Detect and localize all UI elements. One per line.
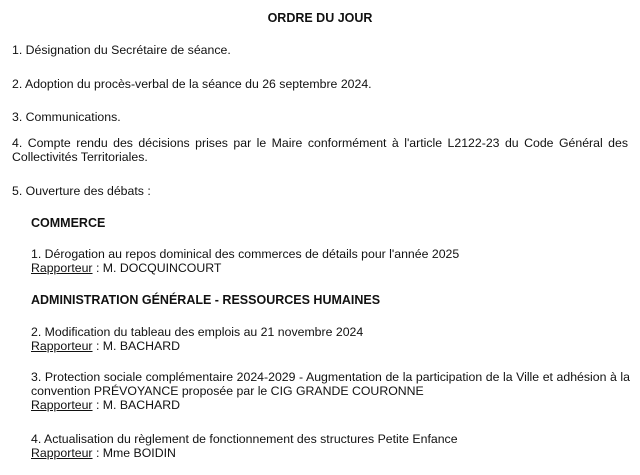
- rapporteur-separator: :: [92, 446, 103, 460]
- agenda-item-3: 3. Communications.: [12, 110, 121, 124]
- subitem-text: 3. Protection sociale complémentaire 2024-2029 - Augmentation de la participation de la Ville et adhésion à la convention PRÉVOYANCE proposée par le CIG GRANDE COURONNE: [31, 370, 630, 398]
- agenda-subitem: [31, 370, 630, 412]
- subitem-text: 2. Modification du tableau des emplois au 21 novembre 2024: [31, 325, 364, 339]
- subitem-text: 4. Actualisation du règlement de fonctionnement des structures Petite Enfance: [31, 432, 458, 446]
- agenda-subitem: [31, 432, 630, 460]
- rapporteur-name: Mme BOIDIN: [102, 446, 176, 460]
- rapporteur-separator: :: [92, 261, 103, 275]
- agenda-item-5: 5. Ouverture des débats :: [12, 184, 151, 198]
- agenda-item-4: 4. Compte rendu des décisions prises par le Maire conformément à l'article L2122-23 du Code Général des Collectivités Territoriales.: [12, 136, 628, 164]
- agenda-item-1: 1. Désignation du Secrétaire de séance.: [12, 43, 231, 57]
- rapporteur-line: [31, 261, 630, 275]
- rapporteur-name: M. DOCQUINCOURT: [102, 261, 222, 275]
- subitem-text: 1. Dérogation au repos dominical des commerces de détails pour l'année 2025: [31, 247, 460, 261]
- agenda-subitem: [31, 325, 630, 353]
- rapporteur-line: [31, 339, 630, 353]
- rapporteur-separator: :: [92, 339, 103, 353]
- rapporteur-line: [31, 398, 630, 412]
- agenda-item-2: 2. Adoption du procès-verbal de la séance du 26 septembre 2024.: [12, 77, 372, 91]
- agenda-subitem: [31, 247, 630, 275]
- rapporteur-separator: :: [92, 398, 103, 412]
- rapporteur-name: M. BACHARD: [102, 339, 180, 353]
- rapporteur-label: Rapporteur: [31, 398, 93, 412]
- page-title: ORDRE DU JOUR: [267, 11, 373, 25]
- section-heading-commerce: COMMERCE: [31, 216, 106, 230]
- rapporteur-label: Rapporteur: [31, 339, 93, 353]
- rapporteur-name: M. BACHARD: [102, 398, 180, 412]
- rapporteur-line: [31, 446, 630, 460]
- rapporteur-label: Rapporteur: [31, 446, 93, 460]
- section-heading-administration: ADMINISTRATION GÉNÉRALE - RESSOURCES HUMAINES: [31, 293, 381, 307]
- rapporteur-label: Rapporteur: [31, 261, 93, 275]
